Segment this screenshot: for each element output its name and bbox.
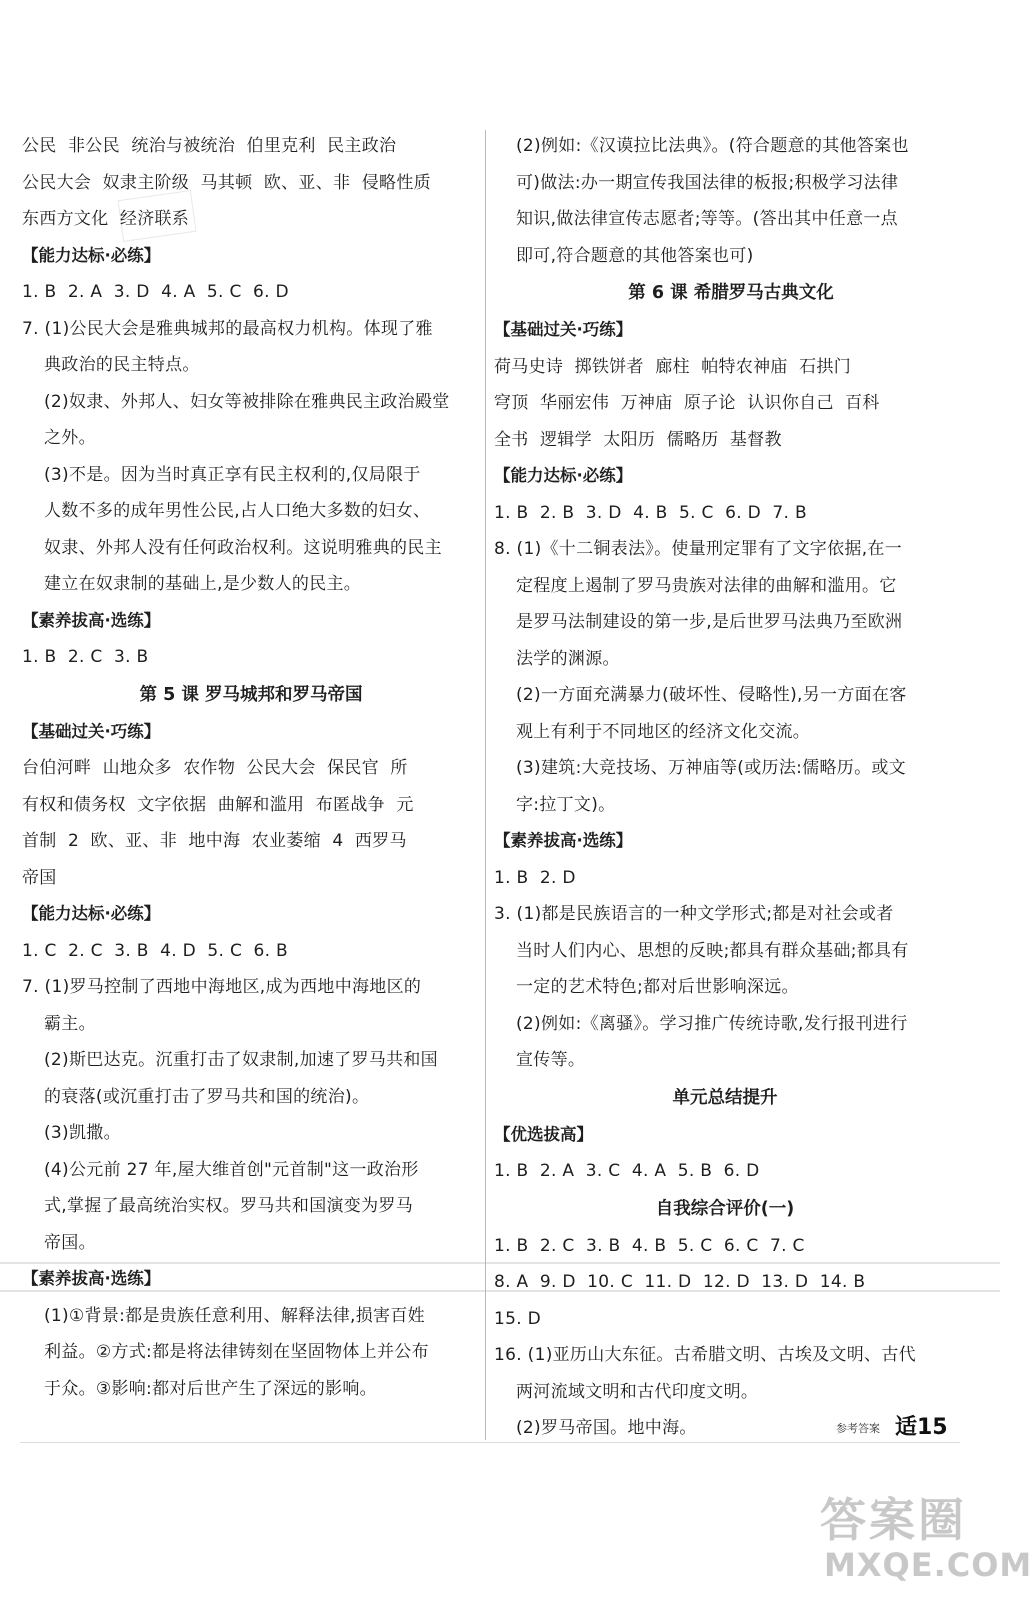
column-divider	[485, 130, 486, 1440]
section-heading: 【能力达标·必练】	[22, 245, 161, 265]
section-heading: 【能力达标·必练】	[494, 466, 633, 485]
question-answer: 8. (1)《十二铜表法》。使量刑定罪有了文字依据,在一	[494, 539, 903, 559]
choice-answers: 1. B 2. C 3. B 4. B 5. C 6. C 7. C 8. A 9. D 10. C 11. D 12. D 13. D 14. B 15. D	[494, 1235, 866, 1329]
section-heading: 【基础过关·巧练】	[22, 721, 161, 741]
unit-summary-title: 单元总结提升	[672, 1087, 778, 1108]
keywords-block: 台伯河畔 山地众多 农作物 公民大会 保民官 所 有权和债务权 文字依据 曲解和滥用 布匿战争 元 首制 2 欧、亚、非 地中海 农业萎缩 4 西罗马 帝国	[22, 758, 414, 888]
page-number: 适15	[895, 1415, 948, 1440]
watermark-url: MXQE.COM	[824, 1546, 1032, 1584]
lesson-title: 第 5 课 罗马城邦和罗马帝国	[139, 684, 363, 705]
question-answer-body: (1)①背景:都是贵族任意利用、解释法律,损害百姓 利益。②方式:都是将法律铸刻在坚固物体上并公布 于众。③影响:都对后世产生了深远的影响。	[44, 1305, 429, 1399]
question-answer-body: 霸主。 (2)斯巴达克。沉重打击了奴隶制,加速了罗马共和国 的衰落(或沉重打击了罗马共和国的统治)。 (3)凯撒。 (4)公元前 27 年,屋大维首创"元首制"这一政治形 式,掌握了最高统治实权。罗马共和国演变为罗马 帝国。	[44, 1013, 438, 1253]
choice-answers: 1. C 2. C 3. B 4. D 5. C 6. B	[22, 940, 289, 961]
section-heading: 【素养拔高·选练】	[22, 610, 161, 630]
section-heading: 【基础过关·巧练】	[494, 320, 633, 339]
question-answer-body: 定程度上遏制了罗马贵族对法律的曲解和滥用。它 是罗马法制建设的第一步,是后世罗马法典乃至欧洲 法学的渊源。 (2)一方面充满暴力(破坏性、侵略性),另一方面在客 观上有利于不同地区的经济文化交流。 (3)建筑:大竞技场、万神庙等(或历法:儒略历。或文 字:拉丁文)。	[516, 575, 907, 815]
question-answer-body: (2)例如:《汉谟拉比法典》。(符合题意的其他答案也 可)做法:办一期宣传我国法律的板报;积极学习法律 知识,做法律宣传志愿者;等等。(答出其中任意一点 即可,符合题意的其他答案也可)	[516, 136, 909, 266]
question-answer: 7. (1)罗马控制了西地中海地区,成为西地中海地区的	[22, 977, 422, 997]
watermark-text: 答案圈	[820, 1493, 967, 1547]
lesson-title: 第 6 课 希腊罗马古典文化	[628, 283, 834, 303]
keywords-block: 荷马史诗 掷铁饼者 廊柱 帕特农神庙 石拱门 穹顶 华丽宏伟 万神庙 原子论 认识你自己 百科 全书 逻辑学 太阳历 儒略历 基督教	[494, 356, 880, 450]
question-answer-body: 两河流域文明和古代印度文明。 (2)罗马帝国。地中海。	[516, 1381, 759, 1438]
choice-answers: 1. B 2. A 3. C 4. A 5. B 6. D	[494, 1161, 760, 1181]
section-heading: 【优选拔高】	[494, 1124, 593, 1144]
choice-answers: 1. B 2. D	[494, 867, 576, 888]
self-evaluation-title: 自我综合评价(一)	[655, 1198, 795, 1219]
section-heading: 【素养拔高·选练】	[22, 1269, 161, 1288]
question-answer: 7. (1)公民大会是雅典城邦的最高权力机构。体现了雅	[22, 318, 433, 339]
choice-answers: 1. B 2. A 3. D 4. A 5. C 6. D	[22, 282, 289, 302]
footer-rule	[20, 1442, 960, 1443]
left-column	[22, 128, 480, 1407]
question-answer: 16. (1)亚历山大东征。古希腊文明、古埃及文明、古代	[494, 1345, 916, 1365]
right-column	[494, 128, 956, 1447]
watermark-logo	[820, 1484, 1032, 1594]
section-heading: 【能力达标·必练】	[22, 904, 161, 923]
section-heading: 【素养拔高·选练】	[494, 831, 633, 850]
choice-answers: 1. B 2. C 3. B	[22, 647, 149, 667]
keywords-block: 公民 非公民 统治与被统治 伯里克利 民主政治 公民大会 奴隶主阶级 马其顿 欧、亚、非 侵略性质 东西方文化 经济联系	[22, 136, 431, 229]
question-answer-body: 当时人们内心、思想的反映;都具有群众基础;都具有 一定的艺术特色;都对后世影响深远。 (2)例如:《离骚》。学习推广传统诗歌,发行报刊进行 宣传等。	[516, 940, 909, 1070]
question-answer: 3. (1)都是民族语言的一种文学形式;都是对社会或者	[494, 904, 894, 924]
question-answer-body: 典政治的民主特点。 (2)奴隶、外邦人、妇女等被排除在雅典民主政治殿堂 之外。 (3)不是。因为当时真正享有民主权利的,仅局限于 人数不多的成年男性公民,占人口绝大多数的妇女、 奴隶、外邦人没有任何政治权利。这说明雅典的民主 建立在奴隶制的基础上,是少数人的民主。	[44, 355, 450, 594]
footer-label: 参考答案	[836, 1422, 880, 1435]
choice-answers: 1. B 2. B 3. D 4. B 5. C 6. D 7. B	[494, 502, 807, 523]
